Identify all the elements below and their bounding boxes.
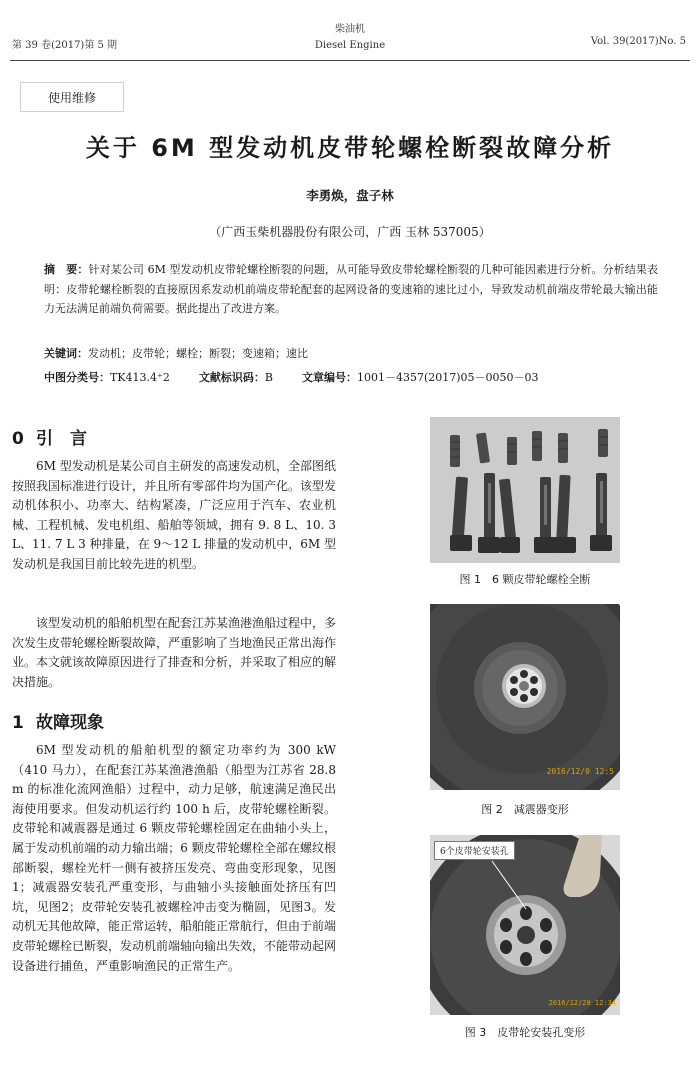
doc-code-value: B	[264, 371, 273, 384]
clc-label: 中图分类号：	[44, 371, 110, 384]
keywords	[44, 345, 308, 361]
paragraph: 6M 型发动机的船舶机型的额定功率约为 300 kW（410 马力），在配套江苏某渔港渔船（船型为江苏省 28.8 m 的标准化流网渔船）过程中，动力足够，航速满足渔民出海使用要求。但发动机运行约 100 h 后，皮带轮螺栓断裂。皮带轮和减震器是通过 6 颗皮带轮螺栓固定在曲轴小头上，属于发动机前端的动力输出端；6 颗皮带轮螺栓全部在螺纹根部断裂，螺栓光杆一侧有被挤压发亮、弯曲变形现象，见图1；减震器安装孔严重变形，与曲轴小头接触面处挤压有凹坑，见图2；皮带轮安装孔被螺栓冲击变为椭圆，见图3。发动机无其他故障，能正常运转，船舶能正常航行，但由于前端皮带轮螺栓已断裂，发动机前端轴向输出失效，不能带动起网设备进行捕鱼，严重影响渔民的正常生产。	[12, 743, 337, 973]
abstract-text: 针对某公司 6M 型发动机皮带轮螺栓断裂的问题，从可能导致皮带轮螺栓断裂的几种可能因素进行分析。分析结果表明：皮带轮螺栓断裂的直接原因系发动机前端皮带轮配套的起网设备的变速箱的速比过小，导致发动机前端皮带轮最大输出能力无法满足前端负荷需要。据此提出了改进方案。	[44, 263, 658, 315]
figure-3-caption: 图 3 皮带轮安装孔变形	[464, 1026, 586, 1039]
damper-image	[430, 604, 620, 790]
photo-date-stamp: 2016/12/20 12:34	[548, 999, 616, 1007]
keywords-text: 发动机；皮带轮；螺栓；断裂；变速箱；速比	[88, 347, 308, 360]
section-number: 0	[12, 429, 24, 449]
pulley-image	[430, 835, 620, 1015]
classification-line	[44, 369, 664, 385]
affiliation: （广西玉柴机器股份有限公司，广西 玉林 537005）	[209, 225, 491, 239]
doc-code-label: 文献标识码：	[198, 371, 265, 384]
journal-volume-issue: 第 39 卷(2017)第 5 期	[12, 40, 118, 51]
authors: 李勇焕，盘子林	[306, 188, 394, 203]
section-number: 1	[12, 713, 24, 733]
paragraph: 该型发动机的船舶机型在配套江苏某渔港渔船过程中，多次发生皮带轮螺栓断裂故障，严重影响了当地渔民正常出海作业。本文就该故障原因进行了排查和分析，并采取了相应的解决措施。	[12, 616, 337, 689]
section-heading-fault	[12, 708, 104, 733]
broken-bolts-image	[430, 417, 620, 563]
section-heading-intro	[12, 424, 87, 449]
journal-name-en: Diesel Engine	[314, 40, 386, 51]
figure-1-caption: 图 1 6 颗皮带轮螺栓全断	[459, 573, 591, 586]
paper-title: 关于 6M 型发动机皮带轮螺栓断裂故障分析	[85, 134, 615, 162]
article-number-label: 文章编号：	[301, 371, 357, 384]
journal-volume-issue-en: Vol. 39(2017)No. 5	[590, 36, 686, 47]
article-number-value: 1001－4357(2017)05－0050－03	[356, 371, 539, 384]
keywords-label: 关键词：	[44, 347, 88, 360]
section-title: 故障现象	[36, 713, 104, 733]
clc-value: TK413.4⁺2	[110, 371, 170, 384]
figure-1-photo	[430, 417, 620, 563]
photo-date-stamp: 2016/12/0 12:5	[546, 767, 614, 776]
abstract-label: 摘 要：	[44, 263, 89, 276]
header-rule	[10, 60, 690, 61]
paragraph: 6M 型发动机是某公司自主研发的高速发动机，全部图纸按照我国标准进行设计，并且所有零部件均为国产化。该型发动机体积小、功率大、结构紧凑，广泛应用于汽车、农业机械、工程机械、发电机组、船舶等领域，拥有 9. 8 L、10. 3 L、11. 7 L 3 种排量，在 9～12 L 排量的发动机中，6M 型发动机是我国目前比较先进的机型。	[12, 459, 337, 571]
figure-2-photo	[430, 604, 620, 790]
journal-name-cn: 柴油机	[335, 24, 365, 35]
abstract	[44, 260, 658, 319]
figure-2-caption: 图 2 减震器变形	[481, 803, 569, 816]
section-title: 引 言	[36, 429, 87, 449]
section-tag: 使用维修	[20, 82, 124, 112]
photo-callout-label: 6个皮带轮安装孔	[434, 841, 515, 860]
figure-3-photo	[430, 835, 620, 1015]
